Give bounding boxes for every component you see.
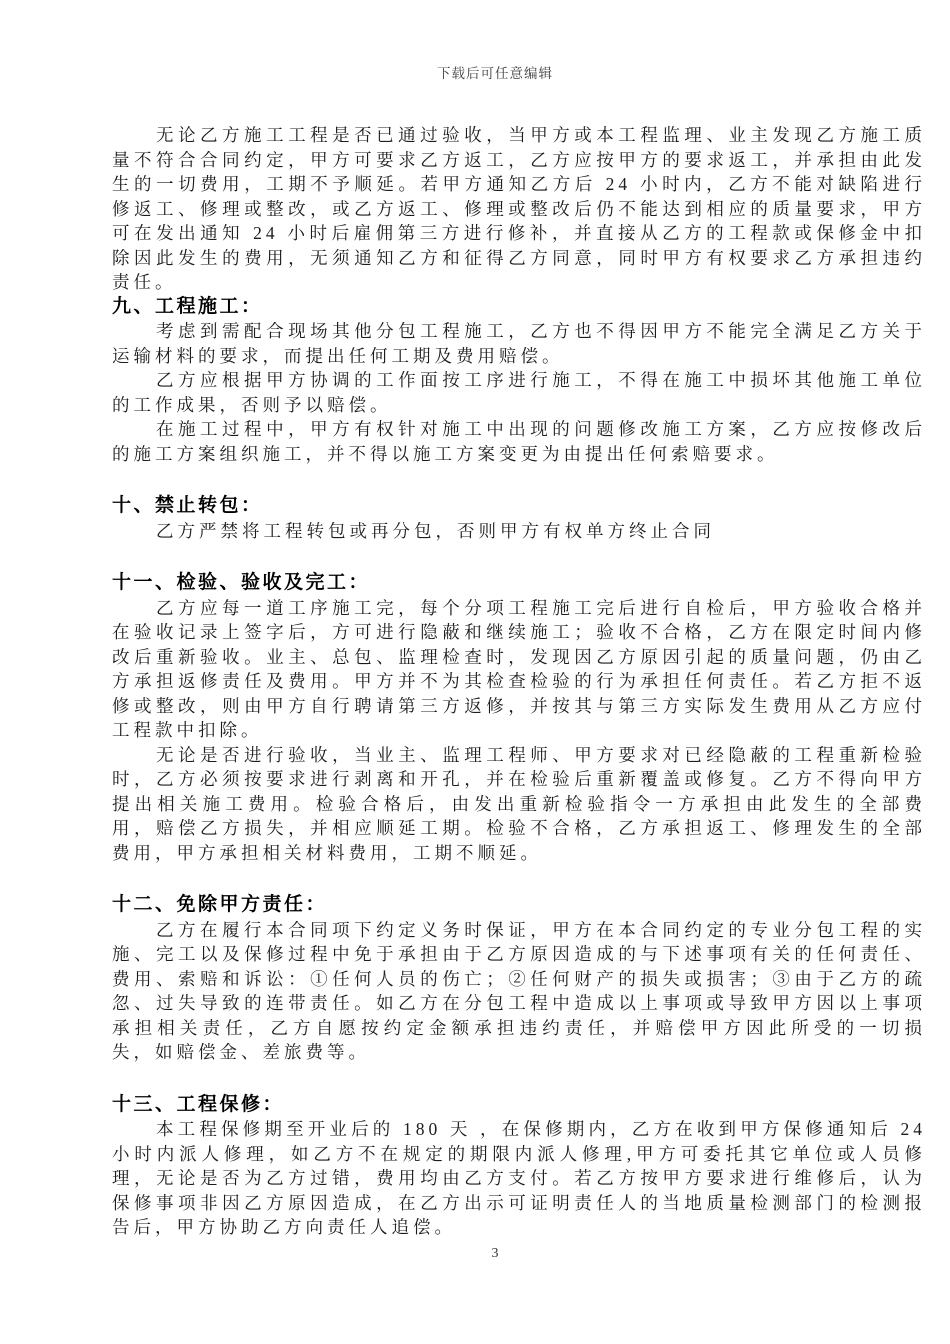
page-number: 3	[491, 1246, 499, 1261]
paragraph-work-sequence: 乙方应根据甲方协调的工作面按工序进行施工，不得在施工中损坏其他施工单位的工作成果，否则予以赔偿。	[112, 370, 926, 415]
section-heading-13-warranty: 十三、工程保修：	[112, 1093, 285, 1115]
paragraph-plan-modification: 在施工过程中，甲方有权针对施工中出现的问题修改施工方案，乙方应按修改后的施工方案组织施工，并不得以施工方案变更为由提出任何索赔要求。	[112, 419, 926, 464]
paragraph-no-subcontracting: 乙方严禁将工程转包或再分包，否则甲方有权单方终止合同	[156, 520, 715, 541]
paragraph-warranty-terms: 本工程保修期至开业后的 180 天 ，在保修期内，乙方在收到甲方保修通知后 24 小时内派人修理，如乙方不在规定的期限内派人修理,甲方可委托其它单位或人员修理，无论是否为乙方过错，费用均由乙方支付。若乙方按甲方要求进行维修后，认为保修事项非因乙方原因造成，在乙方出示可证明责任人的当地质量检测部门的检测报告后，甲方协助乙方向责任人追偿。	[112, 1119, 926, 1237]
document-body	[112, 123, 926, 1240]
section-heading-10-no-subcontracting: 十、禁止转包：	[112, 495, 263, 516]
section-heading-12-liability-exemption: 十二、免除甲方责任：	[112, 894, 328, 915]
paragraph-site-coordination: 考虑到需配合现场其他分包工程施工，乙方也不得因甲方不能完全满足乙方关于运输材料的要求，而提出任何工期及费用赔偿。	[112, 321, 926, 366]
section-heading-9-construction: 九、工程施工：	[112, 295, 263, 317]
paragraph-liability-exemption: 乙方在履行本合同项下约定义务时保证，甲方在本合同约定的专业分包工程的实施、完工以及保修过程中免于承担由于乙方原因造成的与下述事项有关的任何责任、费用、索赔和诉讼：①任何人员的伤亡；②任何财产的损失或损害；③由于乙方的疏忽、过失导致的连带责任。如乙方在分包工程中造成以上事项或导致甲方因以上事项承担相关责任，乙方自愿按约定金额承担违约责任，并赔偿甲方因此所受的一切损失，如赔偿金、差旅费等。	[112, 919, 926, 1062]
paragraph-quality-rework: 无论乙方施工工程是否已通过验收，当甲方或本工程监理、业主发现乙方施工质量不符合合同约定，甲方可要求乙方返工，乙方应按甲方的要求返工，并承担由此发生的一切费用，工期不予顺延。若甲方通知乙方后 24 小时内，乙方不能对缺陷进行修返工、修理或整改，或乙方返工、修理或整改后仍不能达到相应的质量要求，甲方可在发出通知 24 小时后雇佣第三方进行修补，并直接从乙方的工程款或保修金中扣除因此发生的费用，无须通知乙方和征得乙方同意，同时甲方有权要求乙方承担违约责任。	[112, 125, 926, 292]
paragraph-reinspection-hidden-works: 无论是否进行验收，当业主、监理工程师、甲方要求对已经隐蔽的工程重新检验时，乙方必须按要求进行剥离和开孔，并在检验后重新覆盖或修复。乙方不得向甲方提出相关施工费用。检验合格后，由发出重新检验指令一方承担由此发生的全部费用，赔偿乙方损失，并相应顺延工期。检验不合格，乙方承担返工、修理发生的全部费用，甲方承担相关材料费用，工期不顺延。	[112, 744, 926, 863]
header-watermark-note: 下载后可任意编辑	[437, 66, 553, 81]
paragraph-self-inspection: 乙方应每一道工序施工完，每个分项工程施工完后进行自检后，甲方验收合格并在验收记录上签字后，方可进行隐蔽和继续施工；验收不合格，乙方在限定时间内修改后重新验收。业主、总包、监理检查时，发现因乙方原因引起的质量问题，仍由乙方承担返修责任及费用。甲方并不为其检查检验的行为承担任何责任。若乙方拒不返修或整改，则由甲方自行聘请第三方返修，并按其与第三方实际发生费用从乙方应付工程款中扣除。	[112, 597, 926, 740]
section-heading-11-inspection-acceptance: 十一、检验、验收及完工：	[112, 572, 371, 593]
